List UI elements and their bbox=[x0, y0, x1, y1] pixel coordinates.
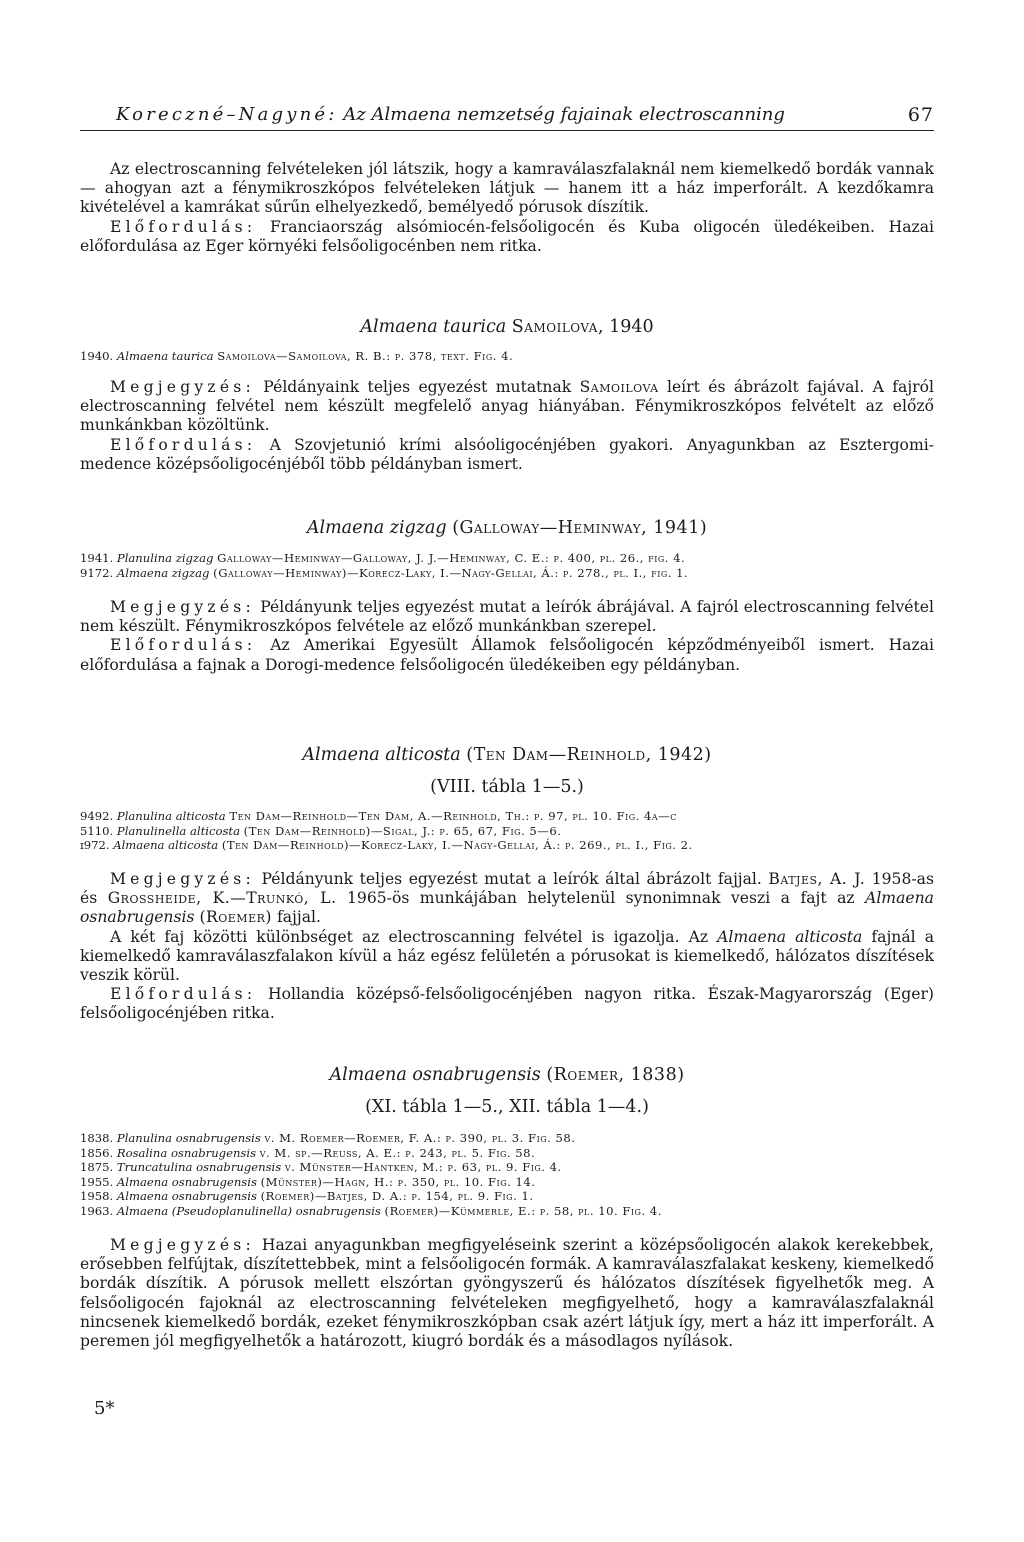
remark-text: Példányaink teljes egyezést mutatnak bbox=[263, 378, 572, 396]
synonymy-name: Almaena taurica bbox=[116, 349, 214, 363]
synonymy-year: 5110. bbox=[80, 823, 114, 838]
synonymy-ref: Galloway—Heminway—Galloway, J. J.—Heminway, C. E.: p. 400, pl. 26., fig. 4. bbox=[217, 551, 686, 565]
signature-mark: 5* bbox=[94, 1398, 115, 1419]
header-title: Az Almaena nemzetség fajainak electroscanning bbox=[343, 104, 785, 125]
synonymy-name: Truncatulina osnabrugensis bbox=[116, 1160, 282, 1174]
remark-label: Megjegyzés: bbox=[110, 598, 255, 616]
remark-author: Grossheide, K.—Trunkó, L. bbox=[107, 889, 337, 908]
synonymy-entry bbox=[80, 838, 934, 853]
remark-text: Példányunk teljes egyezést mutat a leírók ábrájával. A fajról electroscanning felvétel nem készült. Fénymikroszkópos felvétele az előző munkánkban szerepel. bbox=[80, 598, 934, 636]
synonymy-year: 1958. bbox=[80, 1189, 114, 1203]
synonymy-ref: (Münster)—Hagn, H.: p. 350, pl. 10. Fig. 14. bbox=[260, 1174, 536, 1189]
synonymy-zigzag bbox=[80, 551, 934, 580]
occurrence-label: Előfordulás: bbox=[110, 636, 257, 655]
synonymy-name: Planulinella alticosta bbox=[116, 823, 240, 838]
synonymy-entry bbox=[80, 349, 934, 364]
species-heading-alticosta bbox=[80, 744, 934, 766]
intro-section bbox=[80, 160, 934, 256]
synonymy-year: 9492. bbox=[80, 809, 114, 823]
synonymy-ref: (Roemer)—Kümmerle, E.: p. 58, pl. 10. Fig. 4. bbox=[384, 1203, 662, 1218]
synonymy-osnabrugensis bbox=[80, 1131, 934, 1218]
synonymy-entry bbox=[80, 809, 934, 824]
species-author: Samoilova bbox=[511, 317, 598, 337]
synonymy-year: 1941. bbox=[80, 551, 114, 565]
synonymy-name: Almaena osnabrugensis bbox=[116, 1174, 257, 1189]
synonymy-year: 1940. bbox=[80, 349, 114, 363]
remark-author: Samoilova bbox=[579, 378, 659, 396]
synonymy-year: 1963. bbox=[80, 1203, 114, 1218]
taurica-remark bbox=[80, 378, 934, 436]
osnabrugensis-remark bbox=[80, 1236, 934, 1351]
remark-text: leírt és ábrázolt fajával. A fajról electroscanning felvétel nem készült megfelelő anyag hiányában. Fénymikroszkópos felvételt az előző munkánkban közöltünk. bbox=[80, 378, 934, 435]
synonymy-name: Planulina osnabrugensis bbox=[116, 1131, 261, 1145]
remark-text: fajjal. bbox=[276, 908, 321, 927]
occurrence-text: Hollandia középső-felsőoligocénjében nagyon ritka. Észak-Magyarország (Eger) felsőoligocénjében ritka. bbox=[80, 985, 934, 1023]
synonymy-name: Rosalina osnabrugensis bbox=[116, 1145, 257, 1160]
synonymy-name: Almaena alticosta bbox=[113, 838, 219, 852]
occurrence-label: Előfordulás: bbox=[110, 435, 257, 454]
synonymy-name: Almaena (Pseudoplanulinella) osnabrugensis bbox=[116, 1203, 381, 1218]
alticosta-occurrence bbox=[80, 985, 934, 1023]
header-authors: Koreczné–Nagyné: bbox=[116, 104, 338, 125]
synonymy-year: 1838. bbox=[80, 1131, 114, 1145]
synonymy-entry bbox=[80, 566, 934, 581]
occurrence-text: Az Amerikai Egyesült Államok felsőoligocén képződményeiből ismert. Hazai előfordulása a fajnak a Dorogi-medence felsőoligocén üledékeiben egy példányban. bbox=[80, 636, 934, 674]
synonymy-name: Almaena osnabrugensis bbox=[116, 1189, 257, 1203]
species-heading-zigzag bbox=[80, 517, 934, 539]
occurrence-text: Franciaország alsómiocén-felsőoligocén és Kuba oligocén üledékeiben. Hazai előfordulása az Eger környéki felsőoligocénben nem ritka. bbox=[80, 217, 934, 255]
paragraph-text: A két faj közötti különbséget az electroscanning felvétel is igazolja. Az bbox=[110, 927, 709, 946]
synonymy-ref: v. Münster—Hantken, M.: p. 63, pl. 9. Fig. 4. bbox=[284, 1160, 562, 1174]
synonymy-entry bbox=[80, 1131, 934, 1146]
remark-author: (Roemer) bbox=[199, 908, 272, 927]
synonymy-name: Planulina zigzag bbox=[116, 551, 214, 565]
occurrence-text: A Szovjetunió krími alsóoligocénjében gyakori. Anyagunkban az Esztergomi-medence középsőoligocénjéből több példányban ismert. bbox=[80, 435, 934, 473]
remark-text: 1958-as és bbox=[80, 870, 934, 908]
species-author: (Ten Dam—Reinhold, 1942) bbox=[466, 745, 712, 765]
alticosta-notes bbox=[80, 870, 934, 1024]
synonymy-taurica bbox=[80, 349, 934, 364]
synonymy-ref: (Ten Dam—Reinhold)—Sigal, J.: p. 65, 67, Fig. 5—6. bbox=[243, 823, 562, 838]
synonymy-year: 1875. bbox=[80, 1160, 114, 1174]
taurica-notes bbox=[80, 378, 934, 474]
occurrence-label: Előfordulás: bbox=[110, 985, 257, 1004]
synonymy-year: 9172. bbox=[80, 565, 114, 580]
synonymy-ref: (Roemer)—Batjes, D. A.: p. 154, pl. 9. Fig. 1. bbox=[260, 1189, 534, 1203]
species-name: Almaena zigzag bbox=[306, 518, 447, 538]
remark-species-name: Almaena osnabrugensis bbox=[80, 889, 934, 927]
remark-text: Hazai anyagunkban megfigyeléseink szerint a középsőoligocén alakok kerekebbek, erősebben felfújtak, díszítettebbek, mint a felsőoligocén formák. A kamraválaszfalakat keskeny, kiemelkedő bordák díszítik. A pórusok mellett elszórtan gyöngyszerű és hálózatos díszítések figyelhetők meg. A felsőoligocén fajoknál az electroscanning felvételeken megfigyelhető, hogy a kamraválaszfalaknál nincsenek kiemelkedő bordák, ezeket fénymikroszkópban csak azért látjuk így, mert a ház itt imperforált. A peremen jól megfigyelhetők a határozott, kiugró bordák és a másodlagos nyílások. bbox=[80, 1236, 934, 1351]
plate-ref-alticosta: (VIII. tábla 1—5.) bbox=[430, 777, 584, 797]
running-header bbox=[80, 104, 934, 131]
synonymy-year: 1955. bbox=[80, 1174, 114, 1189]
zigzag-occurrence bbox=[80, 636, 934, 674]
synonymy-year: ɪ972. bbox=[80, 838, 110, 852]
synonymy-name: Almaena zigzag bbox=[116, 565, 210, 580]
synonymy-year: 1856. bbox=[80, 1145, 114, 1160]
synonymy-ref: v. M. Roemer—Roemer, F. A.: p. 390, pl. 3. Fig. 58. bbox=[264, 1131, 576, 1145]
synonymy-ref: Samoilova—Samoilova, R. B.: p. 378, text. Fig. 4. bbox=[217, 349, 514, 363]
zigzag-remark bbox=[80, 598, 934, 636]
zigzag-notes bbox=[80, 598, 934, 675]
species-name: Almaena taurica bbox=[360, 317, 507, 337]
paragraph-text: fajnál a kiemelkedő kamraválaszfalakon kívül a ház egész felületén a pórusokat is kiemelkedő, hálózatos díszítések veszik körül. bbox=[80, 927, 934, 985]
species-author: (Galloway—Heminway, 1941) bbox=[452, 518, 708, 538]
remark-label: Megjegyzés: bbox=[110, 378, 255, 396]
running-title bbox=[116, 104, 785, 125]
species-heading-osnabrugensis bbox=[80, 1064, 934, 1086]
species-name: Almaena osnabrugensis bbox=[329, 1065, 541, 1085]
remark-label: Megjegyzés: bbox=[110, 1236, 255, 1254]
synonymy-entry bbox=[80, 1175, 934, 1190]
synonymy-entry bbox=[80, 1146, 934, 1161]
remark-author: Batjes, A. J. bbox=[768, 870, 866, 888]
alticosta-remark bbox=[80, 870, 934, 928]
remark-label: Megjegyzés: bbox=[110, 870, 255, 888]
page-number: 67 bbox=[907, 104, 934, 126]
synonymy-ref: (Galloway—Heminway)—Korecz-Laky, I.—Nagy-Gellai, Á.: p. 278., pl. I., fig. 1. bbox=[213, 565, 689, 580]
paragraph-species-name: Almaena alticosta bbox=[717, 927, 863, 946]
synonymy-ref: (Ten Dam—Reinhold)—Korecz-Laky, I.—Nagy-Gellai, Á.: p. 269., pl. I., Fig. 2. bbox=[221, 838, 693, 852]
synonymy-alticosta bbox=[80, 809, 934, 853]
intro-occurrence bbox=[80, 218, 934, 256]
synonymy-ref: v. M. sp.—Reuss, A. E.: p. 243, pl. 5. Fig. 58. bbox=[259, 1145, 536, 1160]
synonymy-entry bbox=[80, 1204, 934, 1219]
synonymy-ref: Ten Dam—Reinhold—Ten Dam, A.—Reinhold, Th.: p. 97, pl. 10. Fig. 4a—c bbox=[229, 809, 677, 823]
species-author: (Roemer, 1838) bbox=[546, 1065, 685, 1085]
synonymy-entry bbox=[80, 551, 934, 566]
remark-text: Példányunk teljes egyezést mutat a leírók által ábrázolt fajjal. bbox=[261, 870, 762, 888]
species-year: , 1940 bbox=[597, 317, 654, 337]
taurica-occurrence bbox=[80, 436, 934, 474]
species-heading-taurica bbox=[80, 316, 934, 338]
remark-text: 1965-ös munkájában helytelenül synonimnak veszi a fajt az bbox=[347, 889, 855, 908]
osnabrugensis-notes bbox=[80, 1236, 934, 1351]
occurrence-label: Előfordulás: bbox=[110, 217, 257, 236]
intro-paragraph: Az electroscanning felvételeken jól látszik, hogy a kamraválaszfalaknál nem kiemelkedő bordák vannak — ahogyan azt a fénymikroszkópos felvételeken látjuk — hanem itt a ház imperforált. A kezdőkamra kivételével a kamrákat sűrűn elhelyezkedő, bemélyedő pórusok díszítik. bbox=[80, 160, 934, 217]
synonymy-name: Planulina alticosta bbox=[116, 809, 226, 823]
alticosta-paragraph bbox=[80, 928, 934, 986]
plate-ref-osnabrugensis: (XI. tábla 1—5., XII. tábla 1—4.) bbox=[365, 1097, 649, 1117]
synonymy-entry bbox=[80, 1189, 934, 1204]
synonymy-entry bbox=[80, 1160, 934, 1175]
synonymy-entry bbox=[80, 824, 934, 839]
species-name: Almaena alticosta bbox=[302, 745, 461, 765]
